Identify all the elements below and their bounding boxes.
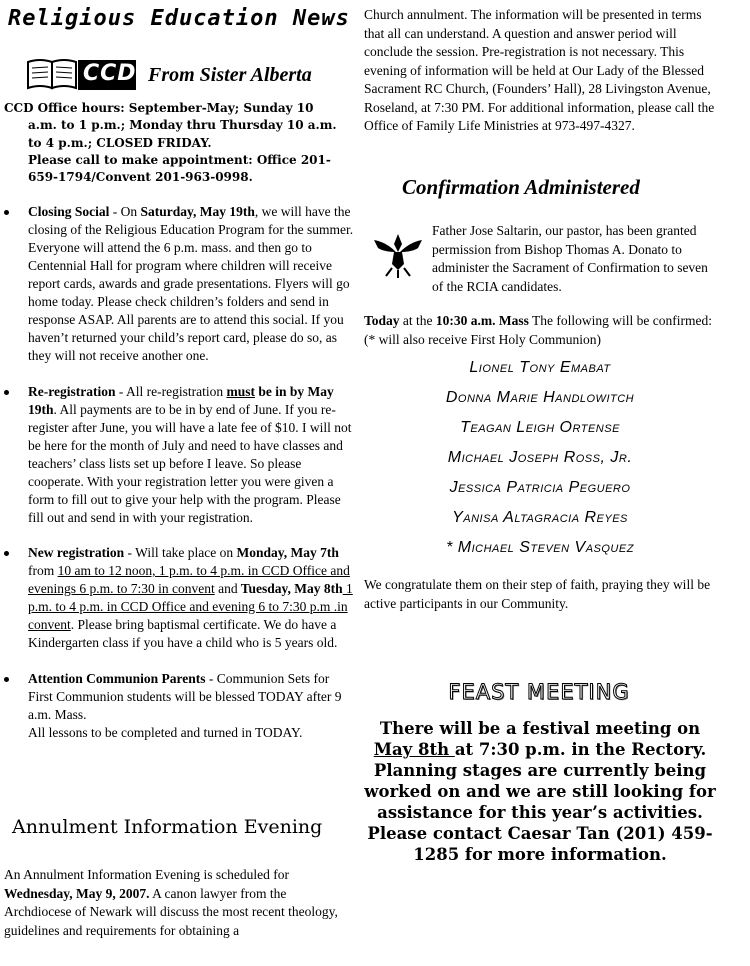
annulment-text: A canon lawyer from the Archdiocese of Newark will discuss the most recent theology, guidelines and requirements for obtaining a <box>4 885 338 938</box>
feast-meeting-heading: FEAST MEETING <box>448 680 630 704</box>
item-date: be in by May 19th <box>28 384 334 417</box>
today-mass-time: 10:30 a.m. Mass <box>435 313 529 328</box>
office-line: 659-1794/Convent 201-963-0998. <box>28 170 253 185</box>
item-title: Closing Social <box>28 204 110 219</box>
item-schedule: 10 am to 12 noon, 1 p.m. to 4 p.m. in CCD Office and evenings 6 p.m. to 7:30 in convent <box>28 563 350 596</box>
item-date: Tuesday, May 8th <box>237 581 343 596</box>
annulment-heading: Annulment Information Evening <box>12 816 323 838</box>
bullet-icon <box>4 677 9 682</box>
confirmand-name: Donna Marie Handlowitch <box>445 389 635 406</box>
confirmand-name: Yanisa Altagracia Reyes <box>452 509 628 526</box>
item-text: - Communion Sets for First Communion students will be blessed TODAY after 9 a.m. Mass. <box>28 671 342 722</box>
item-text: All lessons to be completed and turned in TODAY. <box>28 725 303 740</box>
item-title: Re-registration <box>28 384 116 399</box>
today-text: The following will be confirmed: (* will also receive First Holy Communion) <box>364 313 712 347</box>
confirmand-list <box>364 358 716 568</box>
item-text: - All re-registration <box>115 384 227 399</box>
item-schedule: 1 p.m. to 4 p.m. in CCD Office and evening 6 to 7:30 p.m .in convent <box>28 581 353 632</box>
annulment-date: Wednesday, May 9, 2007. <box>4 885 150 901</box>
bullet-icon <box>4 551 9 556</box>
confirmand-name: Teagan Leigh Ortense <box>460 419 620 436</box>
confirmation-heading: Confirmation Administered <box>402 175 640 199</box>
confirmand-name: Michael Joseph Ross, Jr. <box>447 449 633 466</box>
item-text: from <box>28 563 58 578</box>
feast-date: May 8th <box>373 740 455 759</box>
office-line: Please call to make appointment: Office 201- <box>28 152 331 167</box>
feast-text: at 7:30 p.m. in the Rectory. Planning stages are currently being worked on and we are still looking for assistance for this year’s activities. Please contact Caesar Tan (201) 459-1285 for more information. <box>364 740 716 864</box>
newsletter-masthead: Religious Education News <box>8 6 350 31</box>
confirmation-body: Father Jose Saltarin, our pastor, has been granted permission from Bishop Thomas A. Donato to administer the Sacrament of Confirmation to seven of the RCIA candidates. <box>432 223 708 294</box>
item-title: New registration <box>28 545 125 560</box>
annulment-continued: Church annulment. The information will be presented in terms that all can understand. A question and answer period will conclude the session. Pre-registration is not necessary. This evening of information will be held at Our Lady of the Blessed Sacrament RC Church, (Founders’ Hall), 28 Livingston Avenue, Roseland, at 7:30 PM. For additional information, please call the Office of Family Life Ministries at 973-497-4327. <box>364 7 715 133</box>
confirmation-today <box>364 312 716 349</box>
annulment-text: An Annulment Information Evening is scheduled for <box>4 867 289 882</box>
confirmand-name: Jessica Patricia Peguero <box>449 479 631 496</box>
item-text: . Please bring baptismal certificate. We do have a Kindergarten class if you have a child who is 5 years old. <box>28 617 338 650</box>
today-text: at the <box>399 313 436 328</box>
communion-parents-item <box>4 670 356 742</box>
new-registration-item <box>4 544 356 652</box>
announcement-list <box>4 203 356 760</box>
feast-meeting-body <box>364 718 716 865</box>
from-sister-alberta: From Sister Alberta <box>148 64 312 86</box>
bullet-icon <box>4 210 9 215</box>
item-text: and <box>214 581 238 596</box>
item-title: Attention Communion Parents <box>28 671 206 686</box>
holy-spirit-dove-icon <box>372 230 424 280</box>
item-text: , we will have the closing of the Religious Education Program for the summer. Everyone will attend the 6 p.m. mass. and then go to Centennial Hall for program where children will receive report cards, awards and grade presentations. Flyers will go home today. Please check children’s folders and send in response ASAP. All parents are to attend this social. If you haven’t returned your child’s report card, please do so, as they will not receive another one. <box>28 204 354 363</box>
ccd-header <box>26 56 346 96</box>
office-line: to 4 p.m.; CLOSED FRIDAY. <box>28 135 212 150</box>
re-registration-item <box>4 383 356 527</box>
item-emphasis: must <box>226 384 255 399</box>
congratulations-text: We congratulate them on their step of faith, praying they will be active participants in our Community. <box>364 577 711 611</box>
closing-social-item <box>4 203 356 365</box>
today-label: Today <box>364 313 400 328</box>
annulment-body <box>4 866 356 940</box>
ccd-logo-text: CCD <box>83 61 137 86</box>
feast-text: There will be a festival meeting on <box>379 719 701 738</box>
item-date: Monday, May 7th <box>236 545 339 560</box>
confirmand-name: Lionel Tony Emabat <box>469 359 611 376</box>
ccd-office-hours <box>4 100 352 186</box>
item-date: Saturday, May 19th <box>140 204 255 219</box>
item-text: . All payments are to be in by end of June. If you re-register after June, you will have a late fee of $10. I will not be here for the month of July and need to have classes and teachers’ class lists set up before I leave. So please cooperate. With your registration letter you were given a form to fill out to give your help with the program. Please fill out and send in with your registration. <box>28 402 352 525</box>
item-text: - On <box>109 204 141 219</box>
item-text: - Will take place on <box>124 545 237 560</box>
office-line: CCD Office hours: September-May; Sunday 10 <box>4 101 314 115</box>
bullet-icon <box>4 390 9 395</box>
confirmand-name: * Michael Steven Vasquez <box>446 539 634 556</box>
office-line: a.m. to 1 p.m.; Monday thru Thursday 10 a.m. <box>28 118 337 133</box>
